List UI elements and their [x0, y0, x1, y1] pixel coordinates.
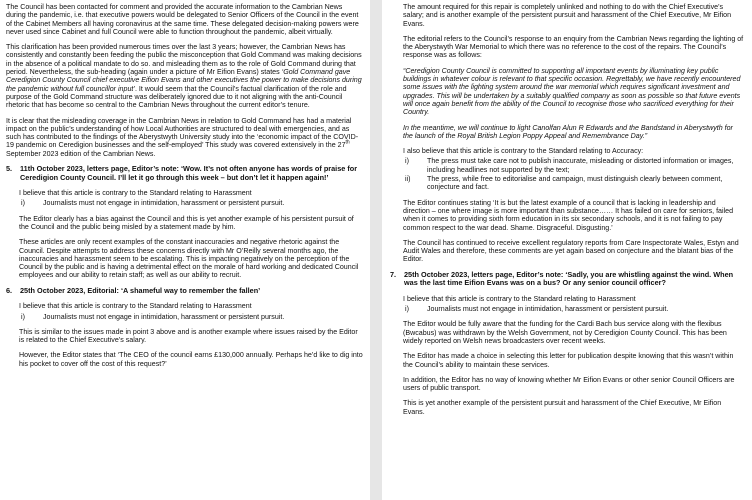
quote: In the meantime, we will continue to light Canolfan Alun R Edwards and the Bandstand in Aberystwyth for the launch of the Royal British Legion Poppy Appeal and Remembrance Day.” — [403, 123, 733, 140]
paragraph: These articles are only recent examples of the constant inaccuracies and negative rhetoric against the Council. Despite attempts to address these concerns directly with Mr O’Reilly several months ago, the inaccuracies and harassment seem to be escalating. This is impacting negatively on the perception of the Council by the public and is having a detrimental effect on the morale of hard working and dedicated Council employees and our ability to retain staff; as well as our ability to recruit. — [19, 238, 359, 280]
paragraph: I believe that this article is contrary to the Standard relating to Harassment — [19, 189, 252, 198]
paragraph: This clarification has been provided numerous times over the last 3 years; however, the Cambrian News has consistently and constantly been feeding the public the misconception that Gold Command was making decisions in the absence of a political mandate to do so. and misleading them as to the role of Gold Command during that period. Nevertheless, the sub-heading (again under a picture of Mr Eifion Evans) states ‘Gold Command gave Ceredigion County Council chief executive Eifion Evans and other executives the power to make decisions during the pandemic without full councillor input’. It would seem that the Council’s factual clarification of the role and purpose of the Gold Command structure was deliberately ignored due to it not aligning with the anti-Council rhetoric that has become so central to the Cambrian News throughout the current editor’s tenure. — [6, 43, 362, 110]
list-item: i) Journalists must not engage in intimidation, harassment or persistent pursuit. — [21, 199, 285, 208]
paragraph: The Council has been contacted for comment and provided the accurate information to the Cambrian News during the pandemic, i.e. that executive powers would be delegated to Senior Officers of the Council in the event of the Cabinet Members all having coronavirus at the same time. These delegated decision-making powers were never used since Cabinet and full Council were able to function throughout the pandemic, albeit virtually. — [6, 3, 359, 36]
document-page-left — [0, 0, 370, 500]
paragraph: The Editor continues stating ‘It is but the latest example of a council that is lacking in leadership and direction – one where image is more important than substance…… It has failed on care for seniors, failed when it comes to providing sixth form education in its six secondary schools, and it is not failing to pay common respect to the war dead. Shame. Disgraceful. Disgusting.’ — [403, 198, 734, 232]
paragraph: The amount required for this repair is completely unlinked and nothing to do with the Chief Executive’s salary; and is another example of the persistent pursuit and harassment of the Chief Executive, Mr Eifion Evans. — [403, 3, 732, 28]
paragraph: However, the Editor states that ‘The CEO of the council earns £130,000 annually. Perhaps he’d like to dig into his pocket to cover off the cost of this request?’ — [19, 351, 363, 368]
paragraph: I believe that this article is contrary to the Standard relating to Harassment — [19, 302, 252, 311]
paragraph: The Council has continued to receive excellent regulatory reports from Care Inspectorate Wales, Estyn and Audit Wales and therefore, these comments are yet again based on conjecture and the blatant bias of the Editor. — [403, 238, 739, 264]
paragraph: The editorial refers to the Council’s response to an enquiry from the Cambrian News regarding the lighting of the Aberystwyth War Memorial to which there was no reference to the cost of the repairs. The Council’s response was as follows: — [403, 34, 744, 60]
quote: “Ceredigion County Council is committed to supporting all important events by illuminating key public buildings in whatever colour is relevant to that specific occasion. Regrettably, we have recently encountered some issues with the lighting system around the war memorial which requires significant investment and upgrades. This will be undertaken by a suitably qualified company as soon as possible so that future events will once again benefit from the ability of the Council to recognise those who sacrificed everything for their Country. — [403, 66, 741, 117]
paragraph: It is clear that the misleading coverage in the Cambrian News in relation to Gold Command has had a material impact on the public’s understanding of how Local Authorities are structured to deal with emergencies, and as such has contributed to the findings of the Aberystwyth University study into the ‘economic impact of the COVID-19 pandemic on Ceredigion businesses and the self-employed’ This study was covered extensively in the 27th September 2023 edition of the Cambrian News. — [6, 116, 359, 158]
paragraph: I also believe that this article is contrary to the Standard relating to Accuracy: — [403, 147, 644, 156]
paragraph: The Editor clearly has a bias against the Council and this is yet another example of his persistent pursuit of the Council and the public being misled by a statement made by him. — [19, 214, 354, 231]
paragraph: The Editor would be fully aware that the funding for the Cardi Bach bus service along with the flexibus (Bwcabus) was withdrawn by the Welsh Government, not by Ceredigion County Council. This has been widely reported on Welsh news broadcasters over recent weeks. — [403, 320, 727, 345]
list-item: i) The press must take care not to publish inaccurate, misleading or distorted information or images, including headlines not supported by the text; — [405, 157, 734, 174]
list-item: ii) The press, while free to editorialise and campaign, must distinguish clearly between comment, conjecture and fact. — [405, 175, 723, 192]
paragraph: The Editor has made a choice in selecting this letter for publication despite knowing that this wasn’t within the Council’s ability to maintain these services. — [403, 352, 734, 369]
section-heading: 6. 25th October 2023, Editorial: ‘A shameful way to remember the fallen’ — [6, 285, 261, 295]
paragraph: I believe that this article is contrary to the Standard relating to Harassment — [403, 294, 636, 303]
list-item: i) Journalists must not engage in intimidation, harassment or persistent pursuit. — [21, 312, 285, 321]
document-page-right — [382, 0, 752, 500]
paragraph: This is similar to the issues made in point 3 above and is another example where issues raised by the Editor is related to the Chief Executive’s salary. — [19, 327, 358, 345]
paragraph: This is yet another example of the persistent pursuit and harassment of the Chief Executive, Mr Eifion Evans. — [403, 399, 722, 416]
section-heading: 7. 25th October 2023, letters page, Editor’s note: ‘Sadly, you are whistling against the wind. When was the last time Eifion Evans was on a bus? Or any senior council officer? — [390, 269, 734, 288]
section-heading: 5. 11th October 2023, letters page, Editor’s note: ‘Wow. It’s not often anyone has words of praise for Ceredigion County Council. I’ll let it go through this week – but don’t let it happen again!’ — [6, 164, 358, 182]
list-item: i) Journalists must not engage in intimidation, harassment or persistent pursuit. — [405, 305, 669, 314]
paragraph: In addition, the Editor has no way of knowing whether Mr Eifion Evans or other senior Council Officers are users of public transport. — [403, 375, 735, 393]
